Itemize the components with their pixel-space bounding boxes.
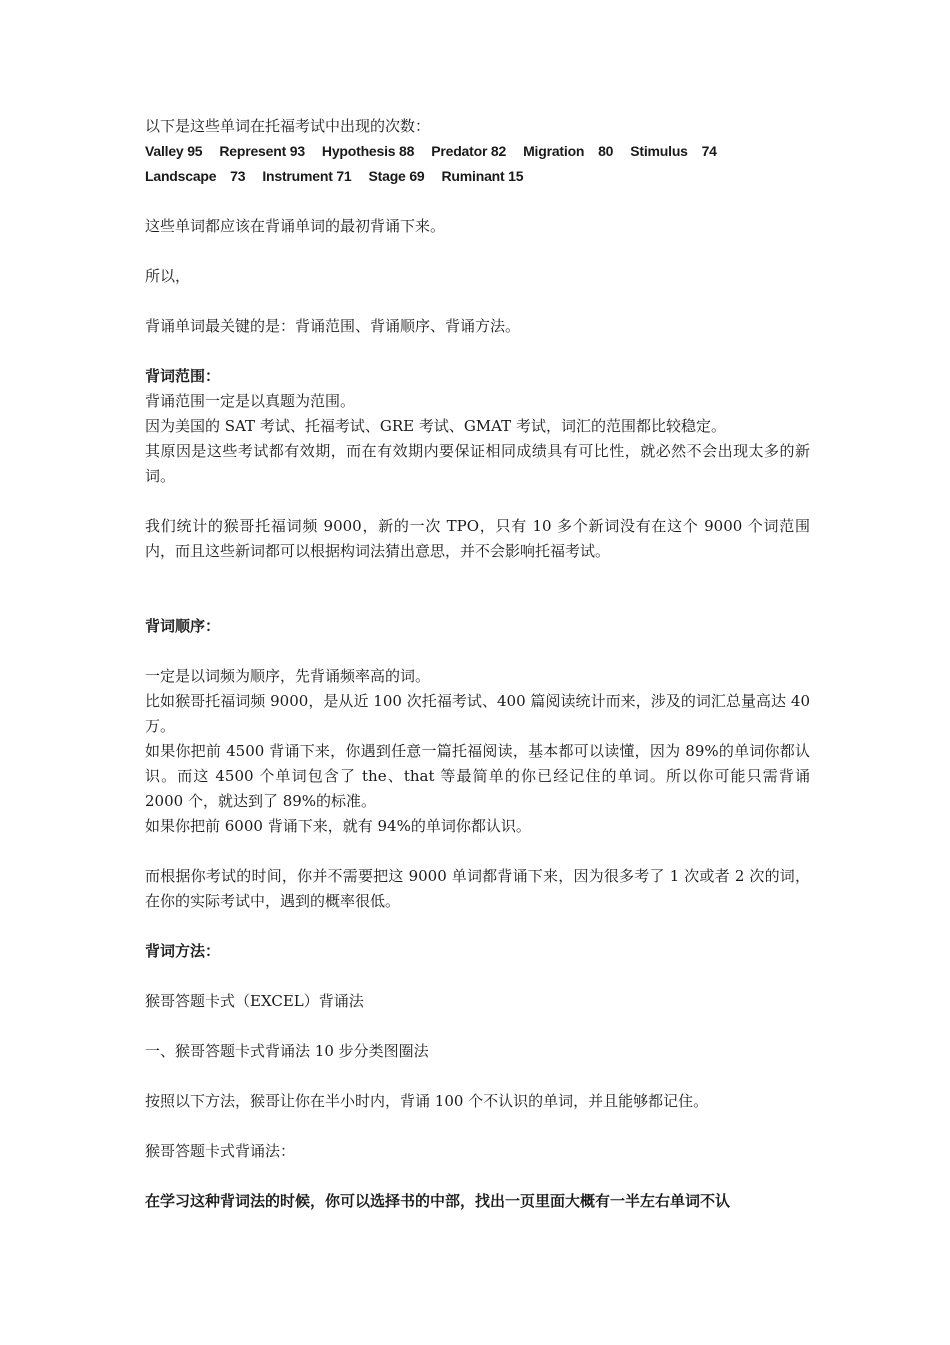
paragraph: 这些单词都应该在背诵单词的最初背诵下来。 — [145, 217, 446, 235]
word-count: Migration 80 — [523, 143, 614, 159]
paragraph: 如果你把前 4500 背诵下来，你遇到任意一篇托福阅读，基本都可以读懂，因为 89%的单词你都认识。而这 4500 个单词包含了 the、that 等最简单的你已经记住的单词。所以你可能只需背诵 2000 个，就达到了 89%的标准。 — [145, 742, 810, 810]
word-count: Hypothesis 88 — [321, 143, 415, 159]
intro-text: 以下是这些单词在托福考试中出现的次数： — [145, 117, 431, 135]
word-count: Stage 69 — [368, 168, 425, 184]
paragraph: 猴哥答题卡式背诵法： — [145, 1142, 296, 1160]
word-count: Valley 95 — [145, 143, 203, 159]
paragraph-bold: 在学习这种背词法的时候，你可以选择书的中部，找出一页里面大概有一半左右单词不认 — [145, 1192, 731, 1210]
document-body — [145, 114, 810, 1214]
paragraph: 比如猴哥托福词频 9000，是从近 100 次托福考试、400 篇阅读统计而来，涉及的词汇总量高达 40 万。 — [145, 692, 810, 735]
word-count: Landscape 73 — [145, 168, 246, 184]
word-count: Ruminant 15 — [441, 168, 524, 184]
paragraph: 所以， — [145, 267, 191, 285]
word-count: Predator 82 — [431, 143, 507, 159]
paragraph: 背诵范围一定是以真题为范围。 — [145, 392, 356, 410]
paragraph: 背诵单词最关键的是：背诵范围、背诵顺序、背诵方法。 — [145, 317, 521, 335]
paragraph: 其原因是这些考试都有效期，而在有效期内要保证相同成绩具有可比性，就必然不会出现太多的新词。 — [145, 442, 810, 485]
section-heading-order: 背词顺序： — [145, 617, 221, 635]
paragraph: 如果你把前 6000 背诵下来，就有 94%的单词你都认识。 — [145, 817, 531, 835]
paragraph: 猴哥答题卡式（EXCEL）背诵法 — [145, 992, 364, 1010]
word-count: Represent 93 — [219, 143, 305, 159]
word-count: Stimulus 74 — [630, 143, 717, 159]
paragraph: 而根据你考试的时间，你并不需要把这 9000 单词都背诵下来，因为很多考了 1 次或者 2 次的词，在你的实际考试中，遇到的概率很低。 — [145, 867, 810, 910]
paragraph: 一、猴哥答题卡式背诵法 10 步分类图圈法 — [145, 1042, 429, 1060]
paragraph: 我们统计的猴哥托福词频 9000，新的一次 TPO，只有 10 多个新词没有在这个 9000 个词范围内，而且这些新词都可以根据构词法猜出意思，并不会影响托福考试。 — [145, 517, 810, 560]
paragraph: 一定是以词频为顺序，先背诵频率高的词。 — [145, 667, 431, 685]
word-count-row-1 — [145, 139, 810, 164]
section-heading-scope: 背词范围： — [145, 367, 221, 385]
paragraph: 因为美国的 SAT 考试、托福考试、GRE 考试、GMAT 考试，词汇的范围都比较稳定。 — [145, 417, 726, 435]
word-count: Instrument 71 — [262, 168, 352, 184]
section-heading-method: 背词方法： — [145, 942, 221, 960]
paragraph: 按照以下方法，猴哥让你在半小时内，背诵 100 个不认识的单词，并且能够都记住。 — [145, 1092, 709, 1110]
word-count-row-2 — [145, 164, 810, 189]
